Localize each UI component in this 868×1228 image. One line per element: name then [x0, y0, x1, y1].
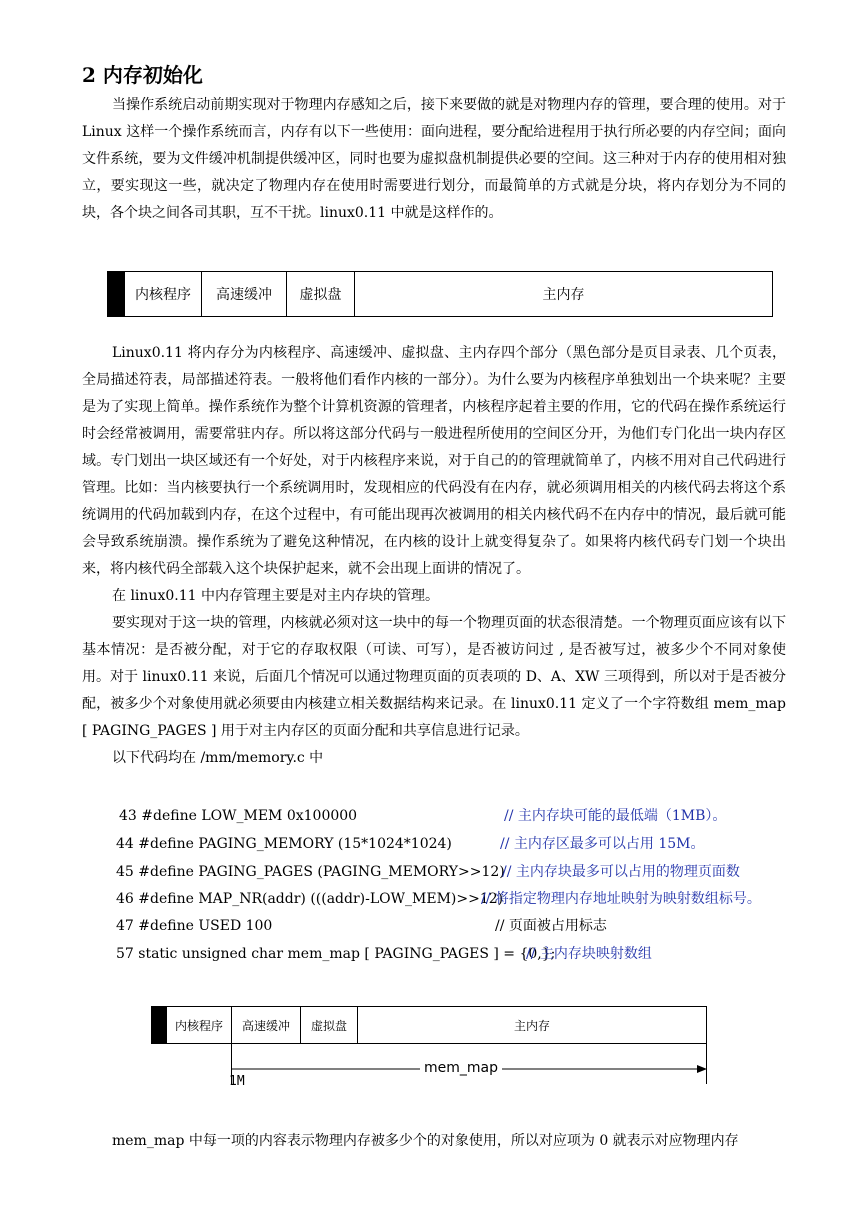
- main-memory-block: 主内存: [357, 1007, 706, 1043]
- paragraph-page-state: 要实现对于这一块的管理，内核就必须对这一块中的每一个物理页面的状态很清楚。一个物理页面应该有以下基本情况：是否被分配，对于它的存取权限（可读、可写），是否被访问过 , 是否被写过，被多少个不同对象使用。对于 linux0.11 来说，后面几个情况可以通过物理页面的页表项的 D、A、XW 三项得到，所以对于是否被分配，被多少个对象使用就必须要由内核建立相关数据结构来记录。在 linux0.11 定义了一个字符数组 mem_map [ PAGING_PAGES ] 用于对主内存区的页面分配和共享信息进行记录。: [82, 615, 786, 739]
- paragraph-main-memory: 在 linux0.11 中内存管理主要是对主内存块的管理。: [112, 588, 439, 604]
- buffer-block: 高速缓冲: [201, 272, 286, 316]
- code-comment: // 主内存块可能的最低端（1MB）。: [504, 808, 727, 824]
- document-body-3: [82, 1128, 786, 1155]
- document-body: [82, 60, 786, 227]
- kernel-tables-block: [152, 1007, 167, 1043]
- buffer-block: 高速缓冲: [231, 1007, 300, 1043]
- memory-layout-diagram: [107, 271, 773, 317]
- code-line: 43 #define LOW_MEM 0x100000: [119, 808, 358, 824]
- code-comment: // 页面被占用标志: [495, 918, 607, 934]
- mem-map-diagram: [151, 1006, 707, 1044]
- kernel-block: 内核程序: [174, 1018, 223, 1033]
- kernel-tables-block: [108, 272, 125, 316]
- ramdisk-block: 虚拟盘: [286, 272, 354, 316]
- code-comment: // 主内存区最多可以占用 15M。: [500, 836, 705, 852]
- mem-map-label: mem_map: [420, 1060, 502, 1076]
- paragraph-partition: Linux0.11 将内存分为内核程序、高速缓冲、虚拟盘、主内存四个部分（黑色部分是页目录表、几个页表，全局描述符表，局部描述符表。一般将他们看作内核的一部分）。为什么要为内核程序单独划出一个块来呢？主要是为了实现上简单。操作系统作为整个计算机资源的管理者，内核程序起着主要的作用，它的代码在操作系统运行时会经常被调用，需要常驻内存。所以将这部分代码与一般进程所使用的空间区分开，为他们专门化出一块内存区域。专门划出一块区域还有一个好处，对于内核程序来说，对于自己的的管理就简单了，内核不用对自己代码进行管理。比如：当内核要执行一个系统调用时，发现相应的代码没有在内存，就必须调用相关的内核代码去将这个系统调用的代码加载到内存，在这个过程中，有可能出现再次被调用的相关内核代码不在内存中的情况，最后就可能会导致系统崩溃。操作系统为了避免这种情况，在内核的设计上就变得复杂了。如果将内核代码专门划一个块出来，将内核代码全部载入这个块保护起来，就不会出现上面讲的情况了。: [82, 345, 786, 577]
- one-megabyte-label: 1M: [229, 1074, 245, 1089]
- paragraph-intro: 当操作系统启动前期实现对于物理内存感知之后，接下来要做的就是对物理内存的管理，要合理的使用。对于 Linux 这样一个操作系统而言，内存有以下一些使用：面向进程，要分配给进程用于执行所必要的内存空间；面向文件系统，要为文件缓冲机制提供缓冲区，同时也要为虚拟盘机制提供必要的空间。这三种对于内存的使用相对独立，要实现这一些，就决定了物理内存在使用时需要进行划分，而最简单的方式就是分块，将内存划分为不同的块，各个块之间各司其职，互不干扰。linux0.11 中就是这样作的。: [82, 97, 786, 221]
- paragraph-mem-map: mem_map 中每一项的内容表示物理内存被多少个的对象使用，所以对应项为 0 就表示对应物理内存: [112, 1133, 739, 1149]
- code-comment: // 主内存块映射数组: [526, 946, 652, 962]
- paragraph-code-location: 以下代码均在 /mm/memory.c 中: [112, 750, 324, 766]
- code-line: 44 #define PAGING_MEMORY (15*1024*1024): [116, 836, 452, 852]
- code-line: 47 #define USED 100: [116, 918, 273, 934]
- main-memory-block: 主内存: [354, 272, 772, 316]
- document-body-2: [82, 340, 786, 772]
- code-comment: // 主内存块最多可以占用的物理页面数: [502, 864, 740, 880]
- section-heading: 2 内存初始化: [82, 63, 203, 87]
- code-line: 57 static unsigned char mem_map [ PAGING_PAGES ] = {0,};: [116, 946, 556, 962]
- code-comment: // 将指定物理内存地址映射为映射数组标号。: [481, 891, 761, 907]
- ramdisk-block: 虚拟盘: [300, 1007, 357, 1043]
- code-line: 45 #define PAGING_PAGES (PAGING_MEMORY>>12): [116, 864, 505, 880]
- kernel-block: 内核程序: [135, 287, 191, 303]
- code-line: 46 #define MAP_NR(addr) (((addr)-LOW_MEM)>>12): [116, 891, 504, 907]
